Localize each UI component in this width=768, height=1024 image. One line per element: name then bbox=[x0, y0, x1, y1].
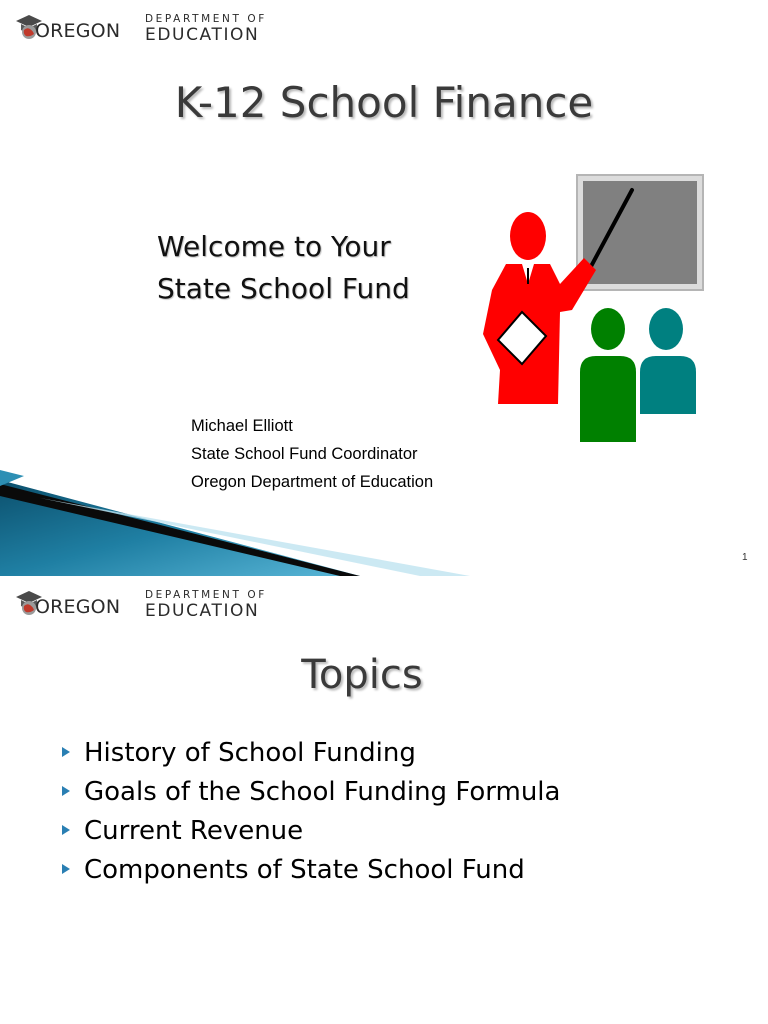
list-item bbox=[60, 773, 560, 812]
logo-oregon-text: OREGON bbox=[35, 20, 121, 42]
slide-title: Topics bbox=[301, 652, 423, 698]
topics-list bbox=[60, 734, 560, 890]
list-item bbox=[60, 851, 560, 890]
slide-title: K-12 School Finance bbox=[174, 78, 594, 127]
welcome-heading bbox=[157, 226, 457, 310]
student-teal-icon bbox=[640, 308, 696, 414]
bullet-arrow-icon bbox=[62, 786, 70, 796]
logo-department-text: DEPARTMENT OF bbox=[145, 589, 267, 601]
presenter-name: Michael Elliott bbox=[191, 417, 293, 435]
logo-education-text: EDUCATION bbox=[145, 601, 260, 621]
oregon-education-logo bbox=[14, 12, 274, 45]
logo-education-text: EDUCATION bbox=[145, 25, 260, 45]
oregon-education-logo bbox=[14, 588, 274, 621]
bullet-arrow-icon bbox=[62, 747, 70, 757]
page-number: 1 bbox=[742, 552, 748, 563]
welcome-line-1: Welcome to Your bbox=[157, 230, 391, 263]
list-item bbox=[60, 812, 560, 851]
teacher-presentation-icon bbox=[476, 172, 708, 444]
student-green-icon bbox=[580, 308, 636, 442]
bullet-arrow-icon bbox=[62, 864, 70, 874]
chalkboard-icon bbox=[577, 175, 703, 290]
presenter-org: Oregon Department of Education bbox=[191, 473, 434, 491]
slide-2 bbox=[0, 576, 768, 1024]
topic-label: Current Revenue bbox=[84, 816, 304, 846]
welcome-line-2: State School Fund bbox=[157, 272, 410, 305]
decorative-swoosh bbox=[0, 470, 470, 576]
topic-label: History of School Funding bbox=[84, 738, 416, 768]
list-item bbox=[60, 734, 560, 773]
presenter-role: State School Fund Coordinator bbox=[191, 445, 418, 463]
bullet-arrow-icon bbox=[62, 825, 70, 835]
logo-department-text: DEPARTMENT OF bbox=[145, 13, 267, 25]
topic-label: Components of State School Fund bbox=[84, 855, 525, 885]
topic-label: Goals of the School Funding Formula bbox=[84, 777, 561, 807]
logo-oregon-text: OREGON bbox=[35, 596, 121, 618]
